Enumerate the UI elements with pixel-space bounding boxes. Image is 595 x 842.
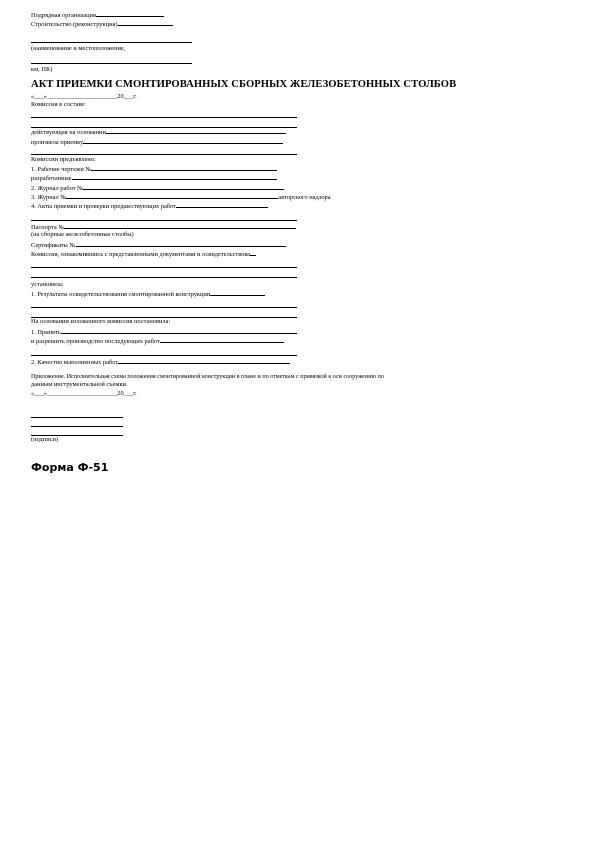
developed-label: разработанные	[31, 175, 72, 182]
permit-line	[31, 336, 284, 346]
acts-blank-2	[31, 220, 297, 221]
accept-blank	[61, 327, 297, 334]
location-blank	[31, 63, 192, 64]
date-line: «___»______________________20___г.	[31, 93, 137, 100]
certificates-label: Сертификаты №	[31, 242, 76, 249]
permit-blank-2	[31, 355, 297, 356]
decision-item-2	[31, 357, 290, 367]
performed-label: произвела приемку	[31, 139, 84, 146]
org-blank	[96, 10, 164, 17]
reviewed-blank-3	[31, 277, 297, 278]
date-line-2: «___»______________________20___г.	[31, 390, 137, 397]
presented-item-4	[31, 201, 268, 211]
journal-blank	[66, 192, 278, 199]
acts-blank	[176, 201, 268, 208]
appendix-line-1: Приложение. Исполнительная схема положения смонтированной конструкции в плане и по отметкам с привязкой к оси сооружению по	[31, 374, 384, 380]
passport-label: Паспорта №	[31, 224, 65, 231]
document-title: АКТ ПРИЕМКИ СМОНТИРОВАННЫХ СБОРНЫХ ЖЕЛЕЗОБЕТОННЫХ СТОЛБОВ	[31, 79, 457, 90]
reviewed-blank-2	[31, 267, 297, 268]
drawings-label: 1. Рабочие чертежи №	[31, 166, 92, 173]
acting-basis-line	[31, 127, 286, 137]
drawings-blank	[91, 164, 277, 171]
presented-label: Комиссии предъявлено:	[31, 156, 96, 163]
accept-label: 1. Принять	[31, 329, 61, 336]
acts-label: 4. Акты приемки и проверки предшествующих работ	[31, 203, 176, 210]
form-label: Форма Ф-51	[31, 461, 109, 474]
author-supervision-label: авторского надзора	[278, 194, 331, 201]
org-label: Подрядная организация	[31, 12, 96, 19]
decision-label: На основании изложенного комиссия постановила:	[31, 318, 171, 325]
reviewed-label: Комиссия, ознакомившись с представленными документами и освидетельствова	[31, 251, 251, 258]
reviewed-line	[31, 249, 256, 259]
results-blank	[210, 289, 265, 296]
certificates-blank	[76, 240, 286, 247]
reviewed-blank	[250, 249, 256, 256]
developed-blank	[72, 173, 277, 180]
established-item-1	[31, 289, 265, 299]
work-log-blank	[83, 183, 284, 190]
established-label: установила:	[31, 281, 64, 288]
construction-label: Строительство (реконструкция)	[31, 21, 118, 28]
permit-blank	[160, 336, 284, 343]
commission-blank-1	[31, 117, 297, 118]
signatures-label: (подписи)	[31, 436, 59, 443]
results-label: 1. Результаты освидетельствования смонтированной конструкции	[31, 291, 211, 298]
appendix-line-2: данным инструментальной съемки.	[31, 381, 128, 388]
construction-line	[31, 19, 173, 29]
signature-blank-1	[31, 417, 123, 418]
work-log-label: 2. Журнал работ №	[31, 185, 84, 192]
performed-blank	[83, 137, 283, 144]
passport-blank	[64, 222, 296, 229]
km-pk-label: км, ПК)	[31, 66, 53, 73]
journal-label: 3. Журнал №	[31, 194, 67, 201]
signature-blank-2	[31, 426, 123, 427]
acting-basis-label: действующая на основании	[31, 129, 106, 136]
acting-basis-blank	[106, 127, 286, 134]
permit-label: и разрешить производство последующих работ	[31, 338, 160, 345]
name-location-label: (наименование и местоположение,	[31, 45, 126, 52]
construction-blank	[118, 19, 173, 26]
performed-line	[31, 137, 283, 147]
passport-note: (на сборные железобетонные столбы)	[31, 231, 134, 238]
results-blank-2	[31, 307, 297, 308]
commission-composition-label: Комиссия в составе:	[31, 101, 87, 108]
performed-blank-2	[31, 154, 297, 155]
quality-label: 2. Качество выполненных работ	[31, 359, 119, 366]
construction-name-blank	[31, 42, 192, 43]
quality-blank	[118, 357, 290, 364]
developed-line	[31, 173, 277, 183]
